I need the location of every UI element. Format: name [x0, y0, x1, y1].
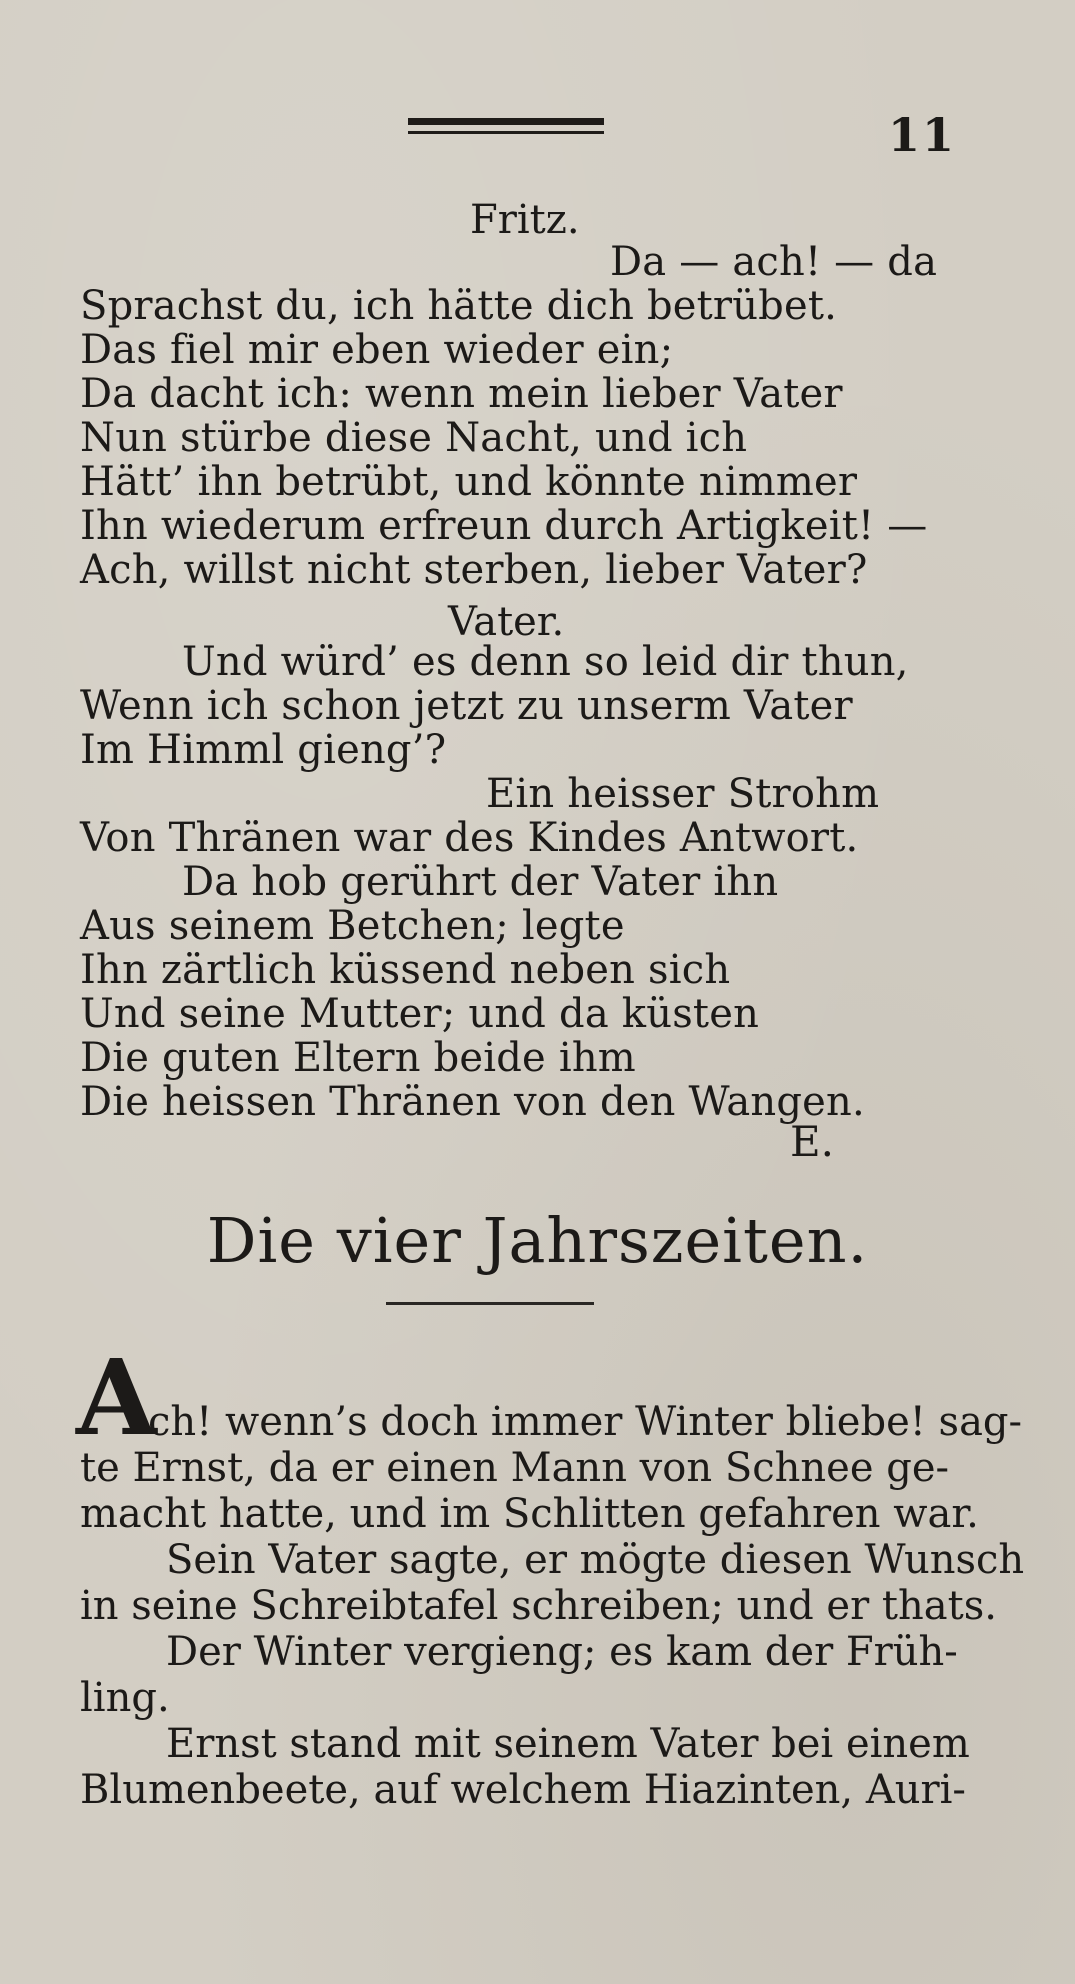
- verse-line: Ein heisser Strohm: [486, 771, 880, 817]
- verse-line: Von Thränen war des Kindes Antwort.: [80, 815, 859, 861]
- verse-line: Sprachst du, ich hätte dich betrübet.: [80, 283, 838, 329]
- prose-line: Blumenbeete, auf welchem Hiazinten, Auri-: [80, 1767, 966, 1813]
- speaker-fritz: Fritz.: [470, 197, 580, 243]
- speaker-vater: Vater.: [448, 599, 565, 645]
- author-signature: E.: [790, 1117, 835, 1166]
- prose-line: te Ernst, da er einen Mann von Schnee ge-: [80, 1445, 950, 1491]
- header-rule: [408, 118, 604, 134]
- verse-line: Wenn ich schon jetzt zu unserm Vater: [80, 683, 853, 729]
- verse-line: Aus seinem Betchen; legte: [80, 903, 625, 949]
- prose-line: Sein Vater sagte, er mögte diesen Wunsch: [166, 1537, 1025, 1583]
- verse-line: Ach, willst nicht sterben, lieber Vater?: [80, 547, 868, 593]
- verse-line: Und seine Mutter; und da küsten: [80, 991, 760, 1037]
- prose-line: ch! wenn’s doch immer Winter bliebe! sag-: [148, 1399, 1023, 1445]
- prose-line: Ernst stand mit seinem Vater bei einem: [166, 1721, 970, 1767]
- verse-line: Im Himml gieng’?: [80, 727, 447, 773]
- section-title: Die vier Jahrszeiten.: [206, 1204, 869, 1277]
- verse-line: Da — ach! — da: [610, 239, 938, 285]
- verse-line: Die guten Eltern beide ihm: [80, 1035, 636, 1081]
- verse-line: Hätt’ ihn betrübt, und könnte nimmer: [80, 459, 858, 505]
- verse-line: Das fiel mir eben wieder ein;: [80, 327, 674, 373]
- verse-line: Und würd’ es denn so leid dir thun,: [182, 639, 909, 685]
- prose-line: in seine Schreibtafel schreiben; und er thats.: [80, 1583, 997, 1629]
- verse-line: Da hob gerührt der Vater ihn: [182, 859, 779, 905]
- prose-line: Der Winter vergieng; es kam der Früh-: [166, 1629, 958, 1675]
- drop-capital: A: [76, 1336, 157, 1459]
- section-rule: [386, 1302, 594, 1305]
- verse-line: Ihn zärtlich küssend neben sich: [80, 947, 731, 993]
- prose-line: ling.: [80, 1675, 170, 1721]
- prose-line: macht hatte, und im Schlitten gefahren war.: [80, 1491, 979, 1537]
- verse-line: Da dacht ich: wenn mein lieber Vater: [80, 371, 843, 417]
- verse-line: Ihn wiederum erfreun durch Artigkeit! —: [80, 503, 928, 549]
- verse-line: Die heissen Thränen von den Wangen.: [80, 1079, 865, 1125]
- verse-line: Nun stürbe diese Nacht, und ich: [80, 415, 748, 461]
- page-number: 11: [888, 108, 957, 162]
